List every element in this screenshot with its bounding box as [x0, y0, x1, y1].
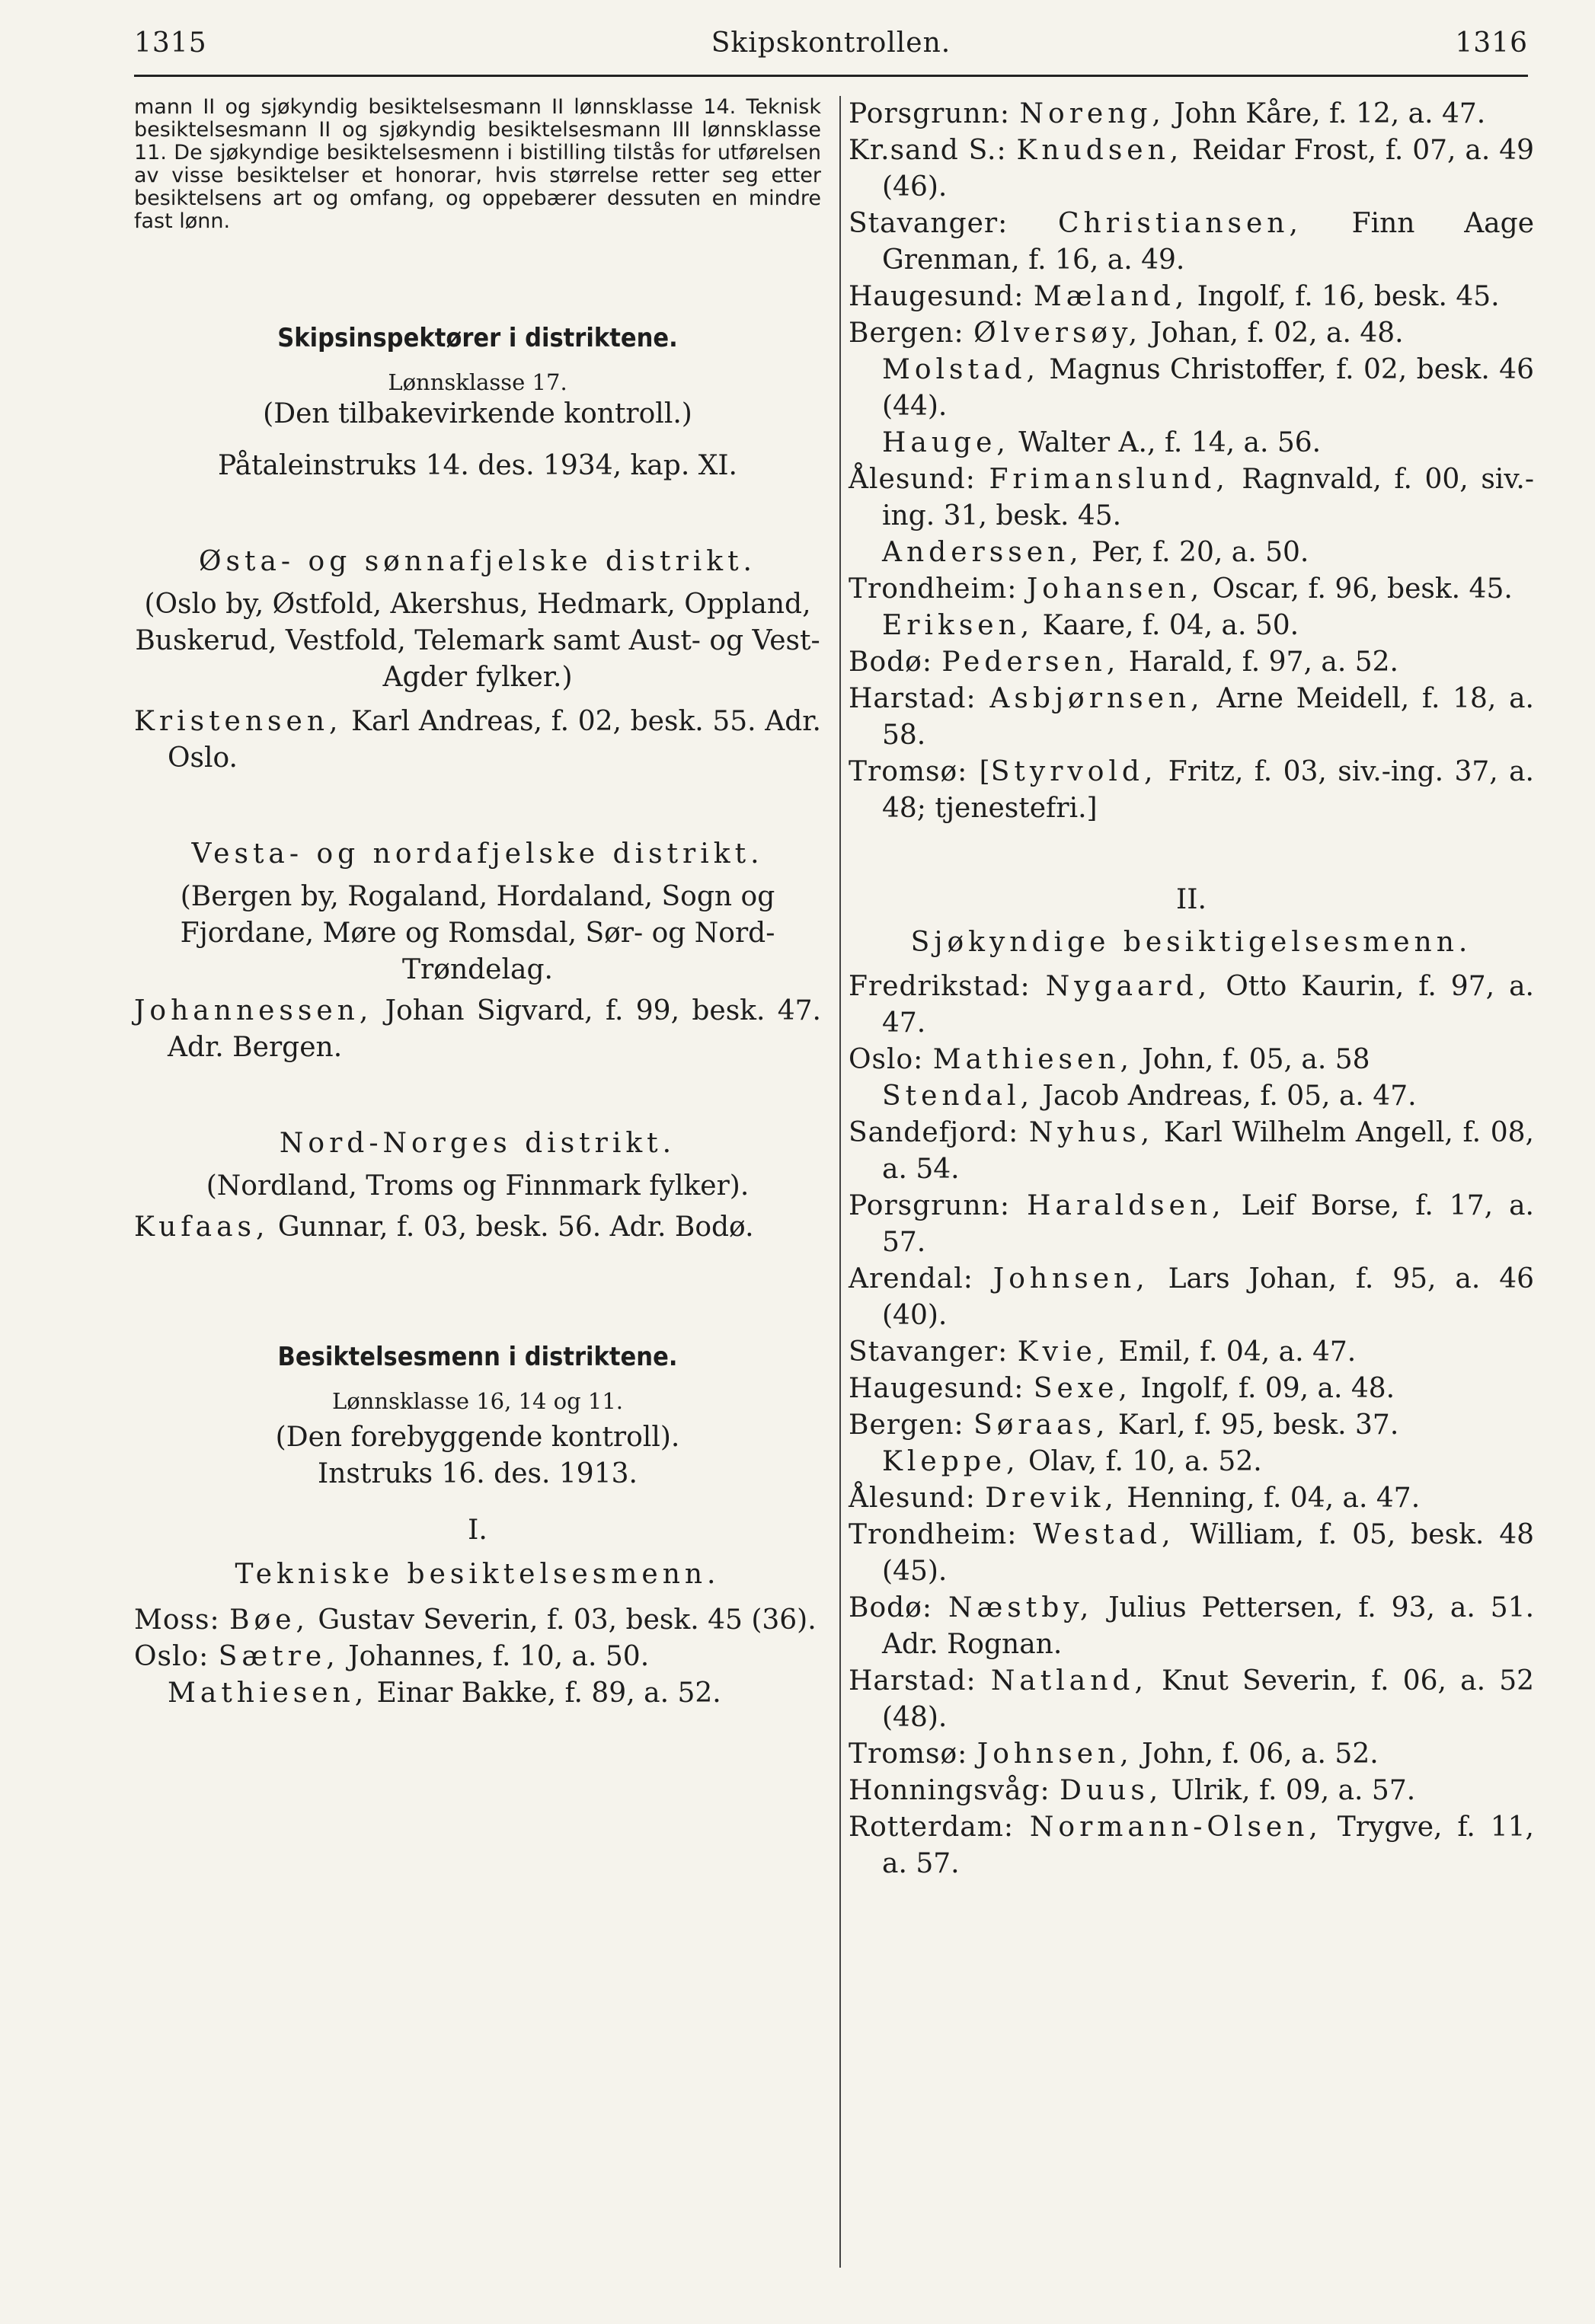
nautical-list [849, 969, 1534, 1882]
list-item: Stavanger: Kvie, Emil, f. 04, a. 47. [849, 1336, 1357, 1368]
list-item: Fredrikstad: Nygaard, Otto Kaurin, f. 97, a. 47. [849, 971, 1534, 1039]
list-item: Tromsø: Johnsen, John, f. 06, a. 52. [849, 1738, 1379, 1770]
left-column [134, 96, 821, 1712]
header-rule [134, 75, 1528, 77]
section-subtitle: (Den forebyggende kontroll). [275, 1422, 680, 1453]
intro-paragraph: mann II og sjøkyndig besiktelsesmann II lønnsklasse 14. Teknisk besiktelsesmann II og sjøkyndig besiktelsesmann III lønnsklasse 11. De sjøkyndige besiktelsesmenn i bistilling tilstås for utførelsen av visse besiktelser et honorar, hvis størrelse retter seg etter besiktelsens art og omfang, og oppebærer dessuten en mindre fast lønn. [134, 95, 821, 233]
list-item: Anderssen, Per, f. 20, a. 50. [882, 537, 1309, 568]
list-item: Mathiesen, Einar Bakke, f. 89, a. 52. [168, 1678, 721, 1709]
list-item: Honningsvåg: Duus, Ulrik, f. 09, a. 57. [849, 1775, 1416, 1806]
section-title-inspectors: Skipsinspektører i distriktene. [277, 323, 678, 353]
list-item: Haugesund: Mæland, Ingolf, f. 16, besk. 45. [849, 281, 1500, 312]
district-title-east-south: Østa- og sønnafjelske distrikt. [199, 546, 756, 577]
list-item: Bergen: Søraas, Karl, f. 95, besk. 37. [849, 1409, 1399, 1441]
list-item: Molstad, Magnus Christoffer, f. 02, besk. 46 (44). [882, 354, 1534, 422]
subsection-title-technical: Tekniske besiktelsesmenn. [235, 1559, 721, 1590]
list-item: Porsgrunn: Haraldsen, Leif Borse, f. 17, a. 57. [849, 1190, 1534, 1258]
list-item: Bergen: Ølversøy, Johan, f. 02, a. 48. [849, 318, 1404, 349]
list-item: Hauge, Walter A., f. 14, a. 56. [882, 427, 1322, 458]
subsection-title-nautical: Sjøkyndige besiktigelsesmenn. [910, 927, 1472, 958]
technical-list-continued [849, 96, 1534, 827]
running-title: Skipskontrollen. [711, 27, 951, 59]
list-item: Eriksen, Kaare, f. 04, a. 50. [882, 610, 1299, 641]
salary-class: Lønnsklasse 17. [388, 369, 567, 395]
roman-numeral: I. [468, 1515, 487, 1546]
list-item: Bodø: Næstby, Julius Pettersen, f. 93, a. 51. Adr. Rognan. [849, 1592, 1535, 1660]
list-item: Haugesund: Sexe, Ingolf, f. 09, a. 48. [849, 1373, 1395, 1404]
list-item: Kleppe, Olav, f. 10, a. 52. [882, 1446, 1262, 1477]
list-item: Ålesund: Frimanslund, Ragnvald, f. 00, siv.-ing. 31, besk. 45. [849, 464, 1534, 532]
district-title-north-norway: Nord-Norges distrikt. [279, 1128, 676, 1159]
list-item: Porsgrunn: Noreng, John Kåre, f. 12, a. 47. [849, 98, 1486, 129]
list-item: Harstad: Natland, Knut Severin, f. 06, a. 52 (48). [849, 1665, 1534, 1733]
column-divider [839, 96, 841, 2268]
list-item: Moss: Bøe, Gustav Severin, f. 03, besk. 45 (36). [134, 1604, 817, 1636]
list-item: Stavanger: Christiansen, Finn Aage Grenman, f. 16, a. 49. [849, 208, 1534, 276]
salary-class: Lønnsklasse 16, 14 og 11. [331, 1388, 624, 1414]
roman-numeral: II. [1176, 884, 1207, 915]
list-item: Oslo: Sætre, Johannes, f. 10, a. 50. [134, 1641, 650, 1672]
list-item: Trondheim: Westad, William, f. 05, besk. 48 (45). [849, 1519, 1535, 1587]
instruction-reference: Instruks 16. des. 1913. [318, 1458, 638, 1489]
district-region-east-south: (Oslo by, Østfold, Akershus, Hedmark, Oppland, Buskerud, Vestfold, Telemark samt Aust- og Vest-Agder fylker.) [135, 589, 820, 693]
instruction-reference: Påtaleinstruks 14. des. 1934, kap. XI. [218, 450, 737, 481]
list-item: Oslo: Mathiesen, John, f. 05, a. 58 [849, 1044, 1370, 1075]
list-item: Trondheim: Johansen, Oscar, f. 96, besk. 45. [849, 573, 1513, 605]
list-item: Kristensen, Karl Andreas, f. 02, besk. 55. Adr. Oslo. [134, 706, 821, 774]
list-item: Kufaas, Gunnar, f. 03, besk. 56. Adr. Bodø. [134, 1211, 754, 1243]
list-item: Kr.sand S.: Knudsen, Reidar Frost, f. 07, a. 49 (46). [849, 135, 1534, 203]
list-item: Sandefjord: Nyhus, Karl Wilhelm Angell, f. 08, a. 54. [849, 1117, 1534, 1185]
list-item: Stendal, Jacob Andreas, f. 05, a. 47. [882, 1081, 1417, 1112]
list-item: Harstad: Asbjørnsen, Arne Meidell, f. 18, a. 58. [849, 683, 1534, 751]
list-item: Arendal: Johnsen, Lars Johan, f. 95, a. 46 (40). [849, 1263, 1535, 1331]
district-region-north-norway: (Nordland, Troms og Finnmark fylker). [206, 1170, 750, 1202]
section-subtitle: (Den tilbakevirkende kontroll.) [263, 398, 692, 429]
list-item: Johannessen, Johan Sigvard, f. 99, besk. 47. Adr. Bergen. [134, 995, 821, 1063]
list-item: Tromsø: [Styrvold, Fritz, f. 03, siv.-ing. 37, a. 48; tjenestefri.] [849, 756, 1535, 824]
list-item: Rotterdam: Normann-Olsen, Trygve, f. 11, a. 57. [849, 1812, 1534, 1879]
page-number-right: 1316 [1455, 27, 1528, 59]
district-region-west-north: (Bergen by, Rogaland, Hordaland, Sogn og Fjordane, Møre og Romsdal, Sør- og Nord-Trøndelag. [180, 881, 775, 985]
district-title-west-north: Vesta- og nordafjelske distrikt. [191, 838, 764, 870]
list-item: Ålesund: Drevik, Henning, f. 04, a. 47. [849, 1483, 1421, 1514]
section-title-surveyors: Besiktelsesmenn i distriktene. [277, 1342, 678, 1372]
right-column [849, 96, 1534, 1882]
page-number-left: 1315 [134, 27, 207, 59]
list-item: Bodø: Pedersen, Harald, f. 97, a. 52. [849, 646, 1398, 678]
page-header [134, 27, 1528, 73]
technical-list [134, 1602, 821, 1712]
